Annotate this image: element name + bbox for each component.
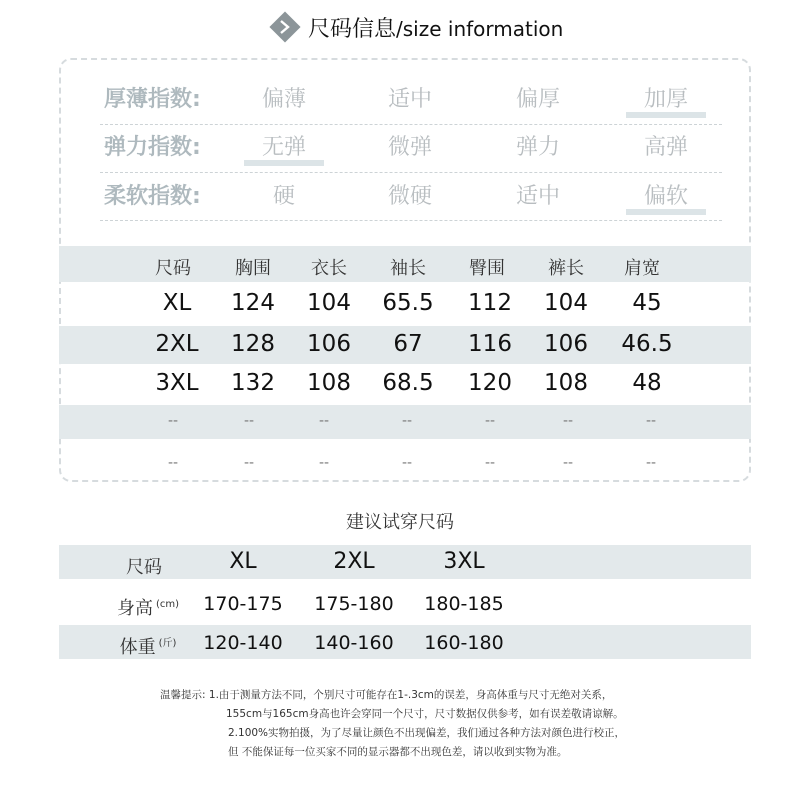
height-cell: 170-175 xyxy=(203,593,283,615)
column-header: 胸围 xyxy=(235,258,271,279)
index-label: 弹力指数: xyxy=(104,135,201,160)
index-option: 适中 xyxy=(515,184,560,209)
table-cell: -- xyxy=(562,413,574,429)
table-cell: 120 xyxy=(468,370,512,396)
table-cell: 112 xyxy=(468,290,512,316)
table-cell: -- xyxy=(645,413,657,429)
note-prefix: 温馨提示: xyxy=(160,689,206,701)
index-option-selected: 加厚 xyxy=(616,82,716,113)
suggestion-title: 建议试穿尺码 xyxy=(346,512,454,533)
table-cell: -- xyxy=(243,455,255,471)
table-cell: -- xyxy=(318,413,330,429)
selected-underline xyxy=(626,209,706,215)
table-cell: -- xyxy=(167,455,179,471)
table-cell: 116 xyxy=(468,331,512,357)
index-option: 适中 xyxy=(387,87,432,112)
table-cell: -- xyxy=(484,413,496,429)
unit-label: (斤) xyxy=(158,638,177,649)
table-cell: 45 xyxy=(632,290,662,316)
table-cell: 106 xyxy=(307,331,351,357)
table-cell: -- xyxy=(318,455,330,471)
selected-underline xyxy=(244,160,324,166)
note-line: 温馨提示: 1.由于测量方法不同，个别尺寸可能存在1-.3cm的误差，身高体重与尺寸无绝对关系， xyxy=(160,689,613,701)
table-cell: 48 xyxy=(632,370,662,396)
softness-index-row xyxy=(100,175,730,213)
row-label: 身高 $^{(cm)}$ xyxy=(116,598,180,619)
selected-underline xyxy=(626,112,706,118)
title-cn: 尺码信息 xyxy=(308,17,397,42)
index-label: 柔软指数: xyxy=(104,184,201,209)
table-cell: 108 xyxy=(307,370,351,396)
divider xyxy=(100,124,722,125)
size-cell: 3XL xyxy=(443,549,485,574)
table-cell: 67 xyxy=(393,331,423,357)
size-cell: XL xyxy=(229,549,257,574)
row-label: 体重 $^{(斤)}$ xyxy=(119,637,177,658)
index-option-selected: 无弹 xyxy=(234,130,334,161)
table-cell: 128 xyxy=(231,331,275,357)
note-line: 但 不能保证每一位买家不同的显示器都不出现色差，请以收到实物为准。 xyxy=(228,746,568,758)
size-cell: 2XL xyxy=(333,549,375,574)
table-cell: -- xyxy=(243,413,255,429)
elasticity-index-row xyxy=(100,126,730,164)
index-option: 高弹 xyxy=(643,135,688,160)
note-line: 155cm与165cm身高也许会穿同一个尺寸，尺寸数据仅供参考，如有误差敬请谅解。 xyxy=(226,708,624,720)
index-option: 偏厚 xyxy=(515,87,560,112)
table-cell: 3XL xyxy=(155,370,199,396)
table-cell: XL xyxy=(162,290,192,316)
index-option: 微弹 xyxy=(387,135,432,160)
height-cell: 180-185 xyxy=(424,593,504,615)
table-cell: 104 xyxy=(544,290,588,316)
table-cell: -- xyxy=(645,455,657,471)
column-header: 袖长 xyxy=(390,258,426,279)
column-header: 尺码 xyxy=(155,258,191,279)
index-option: 微硬 xyxy=(387,184,432,209)
weight-cell: 120-140 xyxy=(203,632,283,654)
divider xyxy=(100,172,722,173)
weight-cell: 140-160 xyxy=(314,632,394,654)
table-cell: -- xyxy=(401,413,413,429)
height-cell: 175-180 xyxy=(314,593,394,615)
index-option: 偏薄 xyxy=(261,87,306,112)
column-header: 臀围 xyxy=(469,258,505,279)
unit-label: (cm) xyxy=(155,599,180,610)
table-cell: 68.5 xyxy=(382,370,434,396)
row-label: 尺码 xyxy=(126,557,162,578)
table-cell: -- xyxy=(167,413,179,429)
column-header: 裤长 xyxy=(548,258,584,279)
section-header xyxy=(0,8,800,44)
weight-cell: 160-180 xyxy=(424,632,504,654)
page-title xyxy=(308,12,563,43)
column-header: 衣长 xyxy=(311,258,347,279)
column-header: 肩宽 xyxy=(624,258,660,279)
thickness-index-row xyxy=(100,78,730,116)
index-option: 弹力 xyxy=(515,135,560,160)
index-option-selected: 偏软 xyxy=(616,179,716,210)
table-cell: 108 xyxy=(544,370,588,396)
chevron-right-icon xyxy=(268,10,302,44)
table-cell: 2XL xyxy=(155,331,199,357)
table-cell: 132 xyxy=(231,370,275,396)
note-line: 2.100%实物拍摄，为了尽量让颜色不出现偏差，我们通过各种方法对颜色进行校正， xyxy=(228,727,626,739)
table-cell: 46.5 xyxy=(621,331,673,357)
table-cell: -- xyxy=(562,455,574,471)
table-cell: -- xyxy=(401,455,413,471)
index-option: 硬 xyxy=(272,184,295,209)
divider xyxy=(100,220,722,221)
table-cell: -- xyxy=(484,455,496,471)
index-label: 厚薄指数: xyxy=(104,87,201,112)
title-en: /size information xyxy=(396,17,564,41)
notes-block xyxy=(160,686,760,762)
table-cell: 106 xyxy=(544,331,588,357)
table-cell: 104 xyxy=(307,290,351,316)
table-cell: 124 xyxy=(231,290,275,316)
table-cell: 65.5 xyxy=(382,290,434,316)
